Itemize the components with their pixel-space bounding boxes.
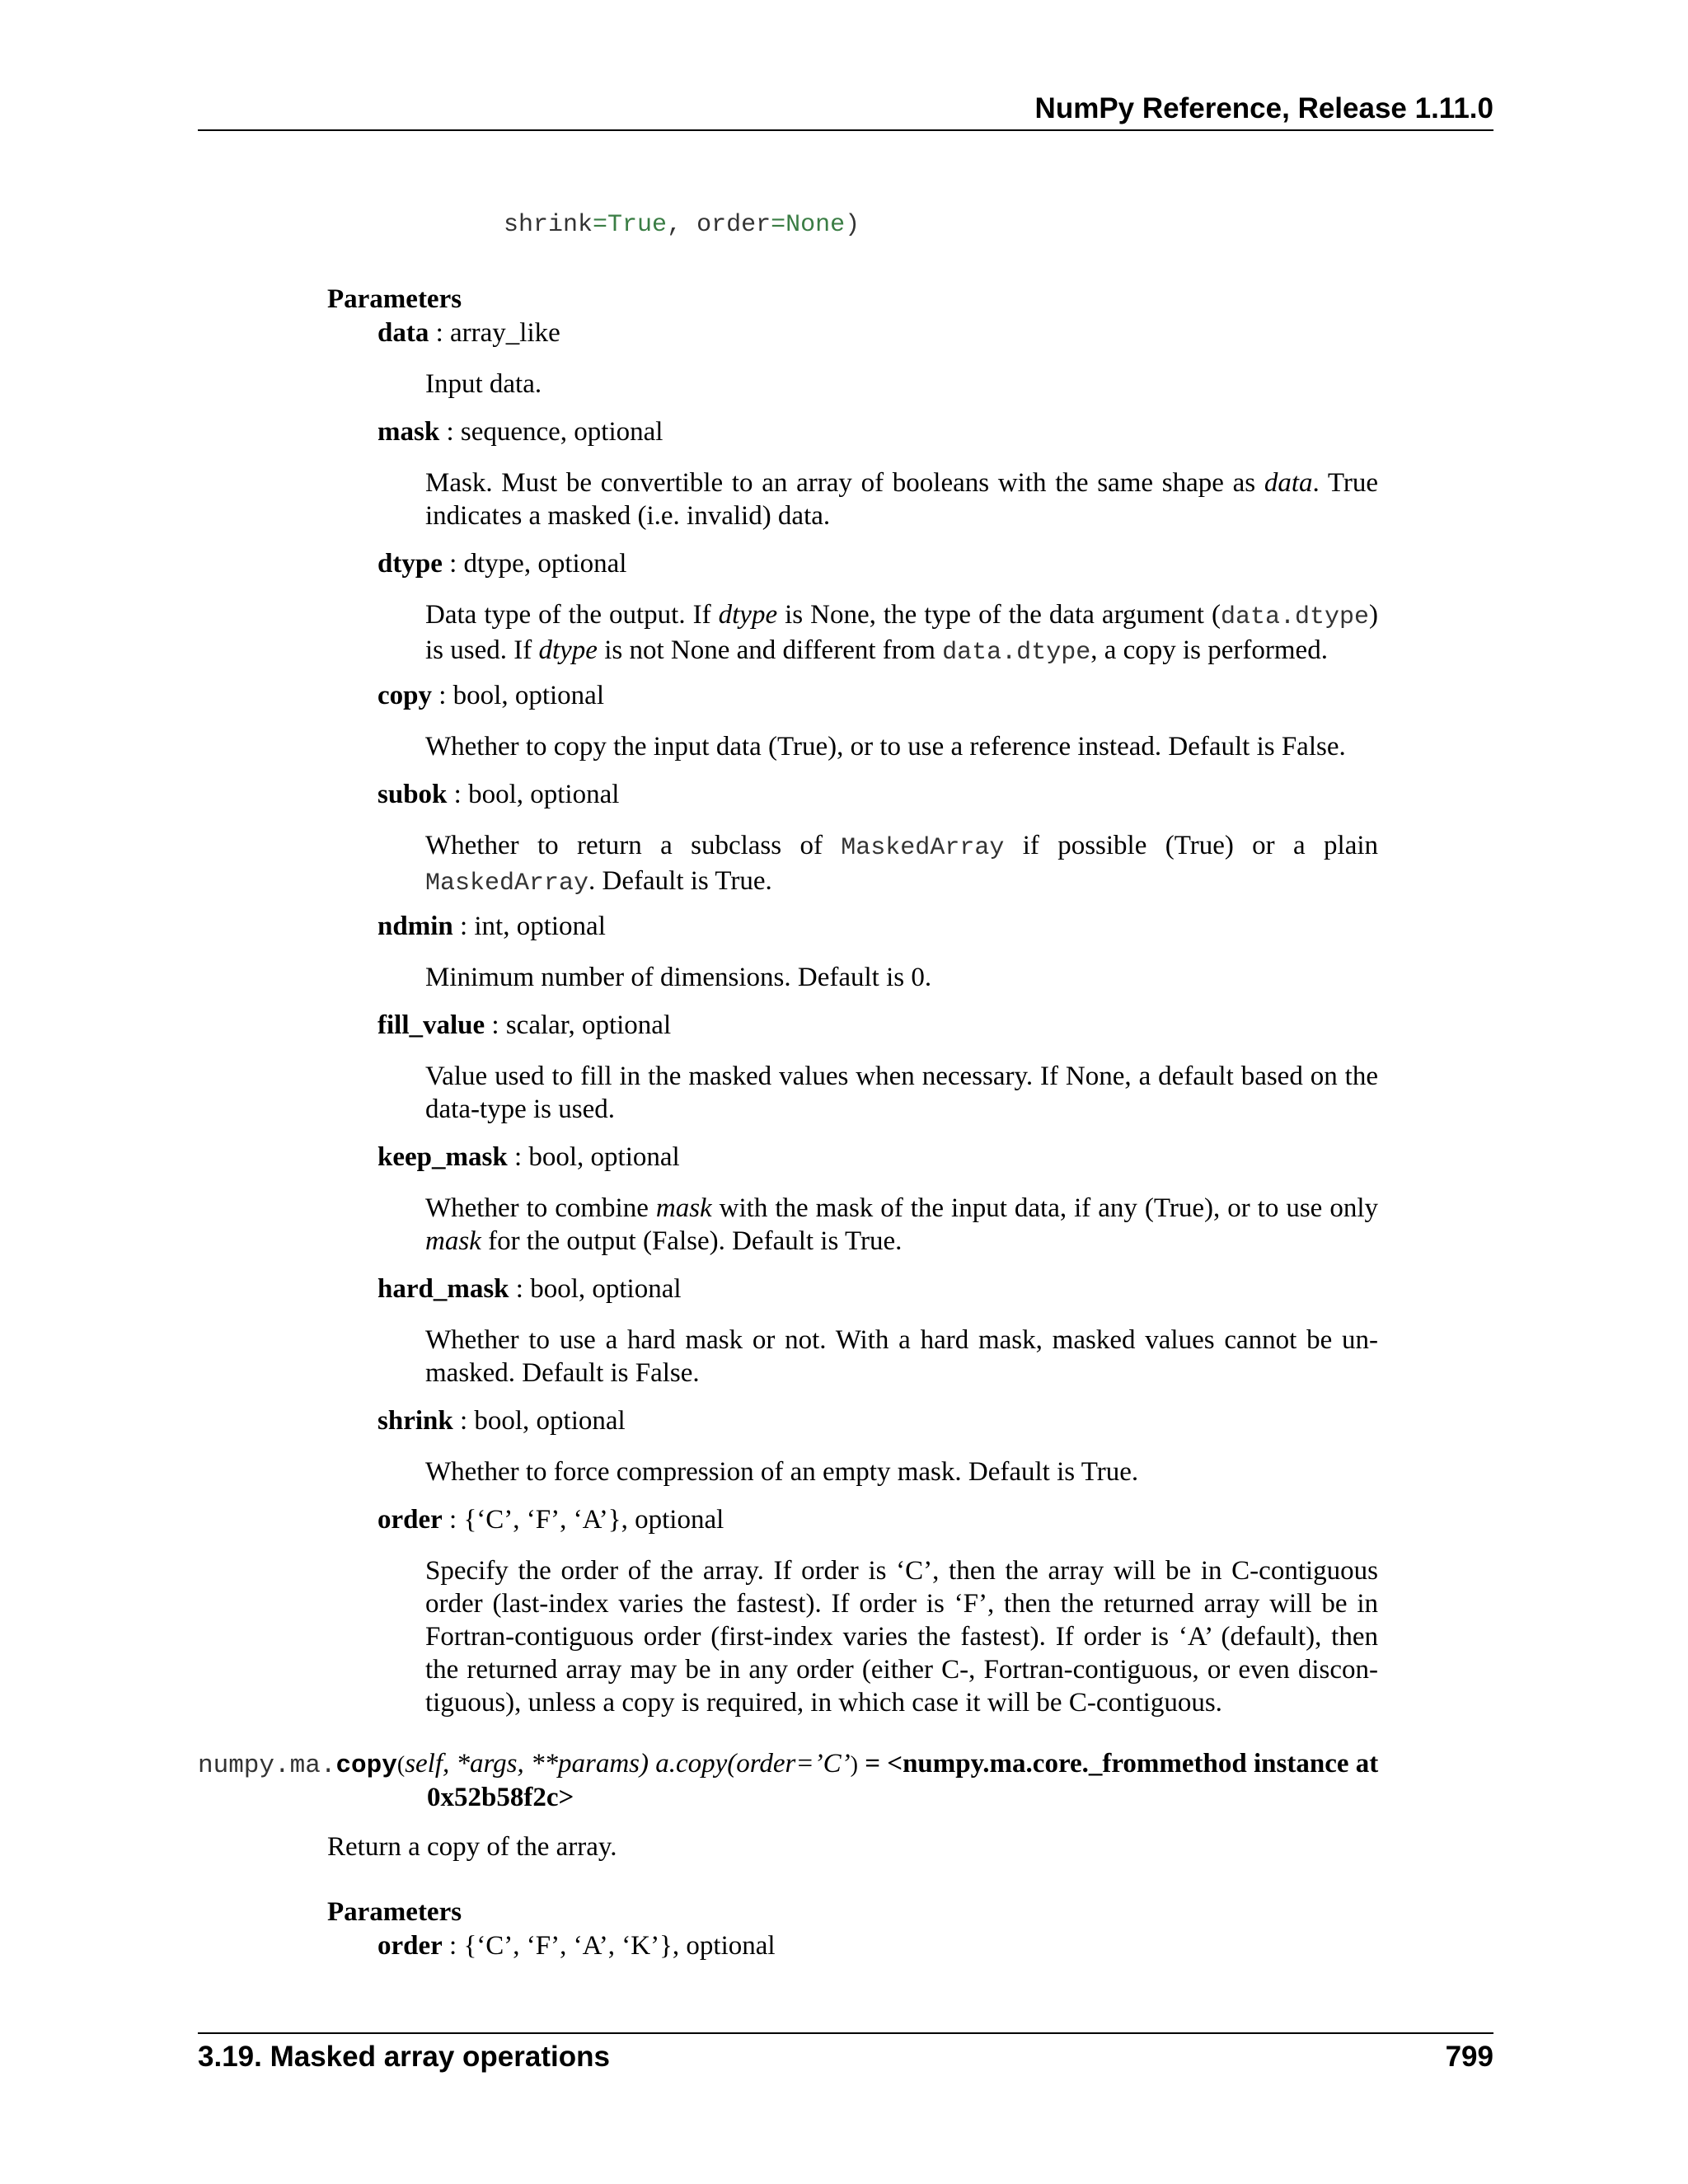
param-fill-value	[377, 1010, 671, 1041]
close-paren: )	[845, 211, 860, 239]
param-mask	[377, 417, 663, 448]
param-order-desc: Specify the order of the array. If order is ‘C’, then the array will be in C-contiguous order (last-index varies the fastest). If order is ‘F’, then the returned array will be in Fortran-contiguous order (first-index varies the fastest). If order is ‘A’ (default), then the returned array may be in any order (either C-, Fortran-contiguous, or even discon-tiguous), unless a copy is required, in which case it will be C-contiguous.	[425, 1556, 1378, 1718]
param-copy	[377, 681, 604, 711]
section-title: 3.19. Masked array operations	[198, 2041, 610, 2073]
param-type: : int, optional	[452, 912, 606, 941]
param-name: hard_mask	[377, 1274, 509, 1304]
param-hard-mask	[377, 1274, 682, 1305]
maskedarray-link[interactable]: MaskedArray	[841, 834, 1005, 862]
param-type: : scalar, optional	[485, 1010, 672, 1040]
param-name: copy	[377, 681, 432, 710]
param-shrink: shrink	[504, 211, 593, 239]
inline-code: data.dtype	[1220, 603, 1369, 631]
param-type: : {‘C’, ‘F’, ‘A’, ‘K’}, optional	[442, 1931, 776, 1961]
param-data-desc: Input data.	[425, 369, 542, 399]
running-header: NumPy Reference, Release 1.11.0	[1034, 92, 1493, 124]
function-value: = <numpy.ma.core._frommethod instance at	[857, 1749, 1379, 1779]
equals: =	[771, 211, 786, 239]
param-name: fill_value	[377, 1010, 485, 1040]
param-name: order	[377, 1505, 443, 1535]
param-name: subok	[377, 780, 448, 809]
inline-code: data.dtype	[942, 639, 1091, 667]
param-shrink	[377, 1406, 626, 1436]
param-hard-mask-desc: Whether to use a hard mask or not. With a hard mask, masked values cannot be un-masked. Default is False.	[425, 1325, 1378, 1388]
module-name: numpy.ma.	[198, 1751, 336, 1780]
param-mask-desc: Mask. Must be convertible to an array of booleans with the same shape as data. True indicates a masked (i.e. invalid) data.	[425, 468, 1378, 531]
parameters-heading: Parameters	[327, 284, 462, 314]
page-number: 799	[1445, 2041, 1493, 2073]
param-name: mask	[377, 417, 440, 447]
param-name: data	[377, 318, 429, 348]
param-type: : bool, optional	[447, 780, 620, 809]
param-name: dtype	[377, 549, 443, 579]
param-type: : {‘C’, ‘F’, ‘A’}, optional	[442, 1505, 724, 1535]
param-type: : bool, optional	[509, 1274, 682, 1304]
param-keep-mask	[377, 1142, 680, 1173]
param-name: order	[377, 1931, 443, 1961]
parameters-heading: Parameters	[327, 1897, 462, 1927]
param-name: shrink	[377, 1406, 453, 1436]
footer-rule	[198, 2032, 1493, 2034]
function-value-cont: 0x52b58f2c>	[427, 1783, 574, 1812]
signature-continuation	[504, 211, 860, 239]
param-ndmin-desc: Minimum number of dimensions. Default is 0.	[425, 963, 932, 992]
param-keep-mask-desc: Whether to combine mask with the mask of the input data, if any (True), or to use only mask for the output (False). Default is True.	[425, 1193, 1378, 1256]
param-type: : bool, optional	[452, 1406, 626, 1436]
param-data	[377, 318, 560, 349]
param-name: ndmin	[377, 912, 453, 941]
param-dtype-desc: Data type of the output. If dtype is None, the type of the data argument (data.dtype) is used. If dtype is not None and different from data.dtype, a copy is performed.	[425, 600, 1378, 667]
function-name: copy	[335, 1751, 397, 1780]
function-signature	[198, 1749, 1500, 1780]
param-name: keep_mask	[377, 1142, 508, 1172]
param-dtype	[377, 549, 626, 579]
comma: ,	[667, 211, 697, 239]
param-order	[377, 1931, 776, 1961]
param-order	[377, 1505, 724, 1535]
param-subok	[377, 780, 619, 810]
close-paren: )	[850, 1752, 858, 1778]
function-args: self, *args, **params) a.copy(order=’C’	[405, 1749, 851, 1779]
equals: =	[593, 211, 608, 239]
running-footer	[198, 2041, 1493, 2074]
param-type: : dtype, optional	[442, 549, 627, 579]
param-ndmin	[377, 912, 606, 942]
default-true: True	[607, 211, 668, 239]
header-rule	[198, 129, 1493, 131]
maskedarray-link[interactable]: MaskedArray	[425, 869, 589, 898]
param-fill-value-desc: Value used to fill in the masked values when necessary. If None, a default based on the data-type is used.	[425, 1062, 1378, 1124]
param-type: : array_like	[429, 318, 560, 348]
param-type: : bool, optional	[507, 1142, 680, 1172]
function-summary: Return a copy of the array.	[327, 1832, 617, 1862]
param-copy-desc: Whether to copy the input data (True), or to use a reference instead. Default is False.	[425, 732, 1346, 762]
default-none: None	[785, 211, 846, 239]
param-type: : sequence, optional	[439, 417, 663, 447]
param-shrink-desc: Whether to force compression of an empty mask. Default is True.	[425, 1457, 1139, 1487]
param-order: order	[696, 211, 771, 239]
param-subok-desc: Whether to return a subclass of MaskedArray if possible (True) or a plain MaskedArray. Default is True.	[425, 831, 1379, 898]
open-paren: (	[396, 1752, 406, 1778]
param-type: : bool, optional	[432, 681, 604, 710]
